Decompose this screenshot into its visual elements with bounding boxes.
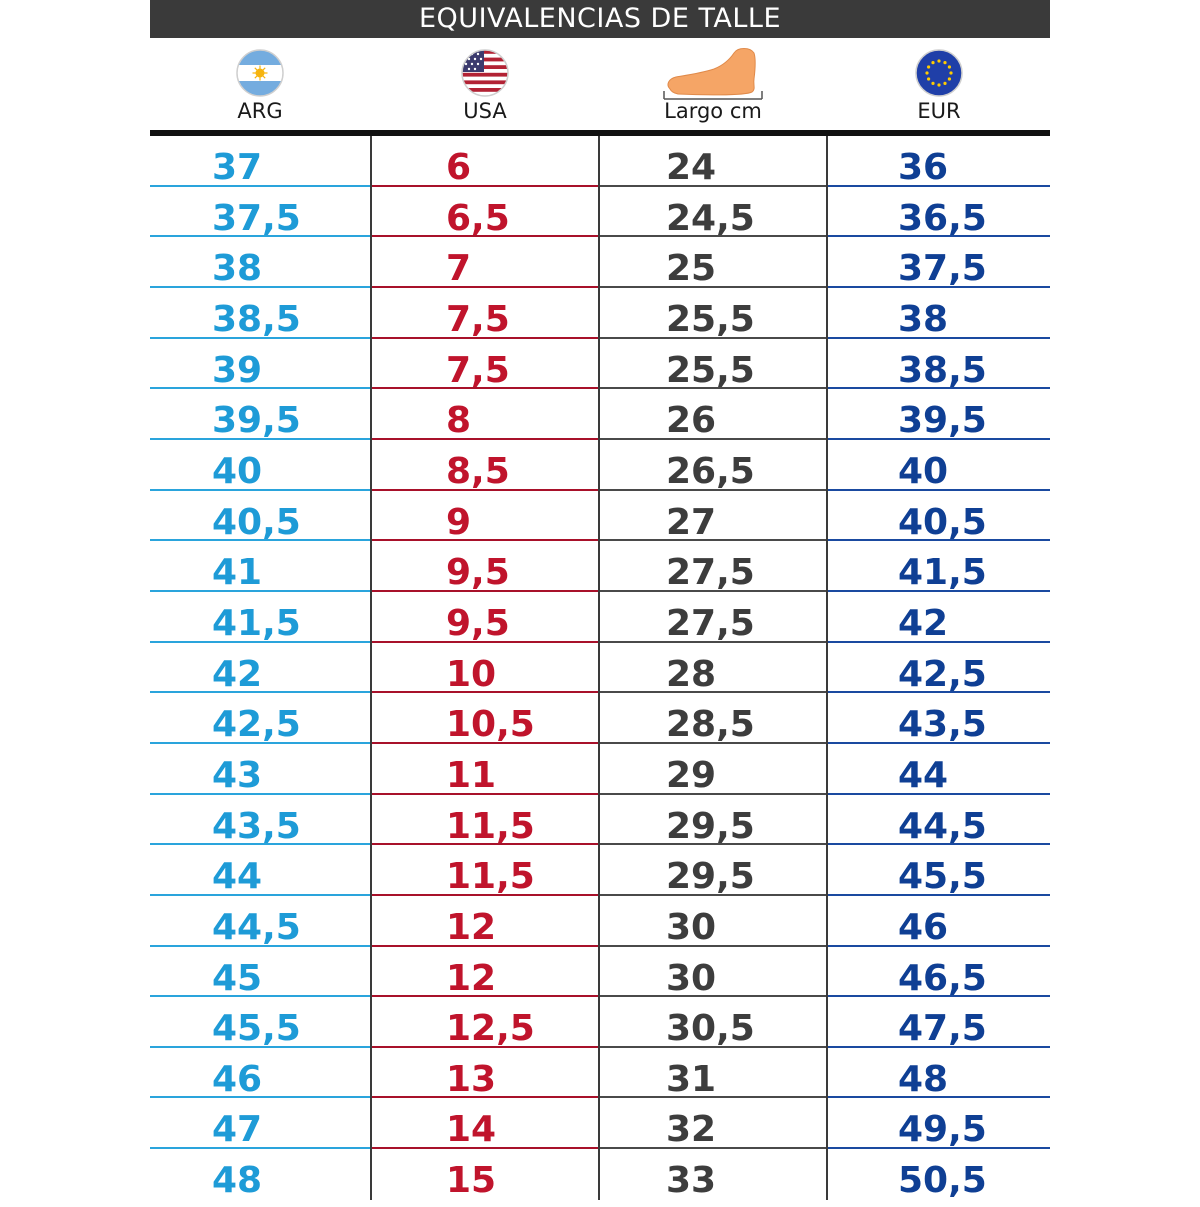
size-cell-eur: 48 xyxy=(828,1048,1050,1099)
size-cell-cm: 30 xyxy=(600,896,826,947)
size-cell-usa: 12 xyxy=(372,896,598,947)
size-cell-arg: 47 xyxy=(150,1098,370,1149)
size-equivalence-table xyxy=(150,0,1050,1200)
size-cell-usa: 12 xyxy=(372,947,598,998)
size-cell-cm: 25,5 xyxy=(600,288,826,339)
size-cell-cm: 27,5 xyxy=(600,541,826,592)
size-cell-arg: 40 xyxy=(150,440,370,491)
column-label-cm: Largo cm xyxy=(664,99,762,123)
size-cell-arg: 43 xyxy=(150,744,370,795)
size-cell-eur: 49,5 xyxy=(828,1098,1050,1149)
size-cell-arg: 38 xyxy=(150,237,370,288)
size-cell-cm: 27 xyxy=(600,491,826,542)
size-cell-eur: 42,5 xyxy=(828,643,1050,694)
size-cell-usa: 15 xyxy=(446,1160,497,1202)
size-cell-eur: 46 xyxy=(828,896,1050,947)
size-cell-usa: 9 xyxy=(372,491,598,542)
size-cell-cm: 26,5 xyxy=(600,440,826,491)
size-cell-cm: 31 xyxy=(600,1048,826,1099)
size-cell-usa: 12,5 xyxy=(372,997,598,1048)
size-cell-usa: 9,5 xyxy=(372,541,598,592)
size-cell-arg: 37 xyxy=(150,136,370,187)
size-cell-cm: 25 xyxy=(600,237,826,288)
column-header-cm xyxy=(600,38,826,130)
size-cell-eur: 47,5 xyxy=(828,997,1050,1048)
size-cell-arg: 46 xyxy=(150,1048,370,1099)
size-cell-usa: 11,5 xyxy=(372,845,598,896)
size-cell-arg: 37,5 xyxy=(150,187,370,238)
column-header-row xyxy=(150,38,1050,130)
size-cell-arg: 45,5 xyxy=(150,997,370,1048)
size-cell-cm: 27,5 xyxy=(600,592,826,643)
column-arg xyxy=(150,136,370,1200)
size-cell-usa: 9,5 xyxy=(372,592,598,643)
size-cell-cm: 24 xyxy=(600,136,826,187)
size-cell-usa: 8,5 xyxy=(372,440,598,491)
size-cell-eur: 39,5 xyxy=(828,389,1050,440)
size-cell-eur: 43,5 xyxy=(828,693,1050,744)
size-cell-usa: 6 xyxy=(372,136,598,187)
size-cell-eur: 36,5 xyxy=(828,187,1050,238)
size-cell-usa: 13 xyxy=(372,1048,598,1099)
size-cell-eur: 41,5 xyxy=(828,541,1050,592)
size-cell-eur: 45,5 xyxy=(828,845,1050,896)
size-cell-usa: 11,5 xyxy=(372,795,598,846)
size-cell-eur: 46,5 xyxy=(828,947,1050,998)
argentina-flag-icon xyxy=(235,48,285,98)
size-cell-arg: 43,5 xyxy=(150,795,370,846)
size-cell-eur: 44,5 xyxy=(828,795,1050,846)
size-cell-cm: 30,5 xyxy=(600,997,826,1048)
size-cell-eur: 44 xyxy=(828,744,1050,795)
usa-flag-icon xyxy=(460,48,510,98)
column-header-arg xyxy=(150,38,370,130)
size-cell-arg: 44 xyxy=(150,845,370,896)
size-cell-cm: 29,5 xyxy=(600,795,826,846)
size-cell-cm: 26 xyxy=(600,389,826,440)
size-cell-arg: 45 xyxy=(150,947,370,998)
size-cell-arg: 41 xyxy=(150,541,370,592)
size-cell-usa: 10 xyxy=(372,643,598,694)
size-cell-eur: 37,5 xyxy=(828,237,1050,288)
size-cell-eur: 36 xyxy=(828,136,1050,187)
size-cell-cm: 25,5 xyxy=(600,339,826,390)
size-cell-usa: 7,5 xyxy=(372,288,598,339)
size-cell-arg: 41,5 xyxy=(150,592,370,643)
column-eur xyxy=(828,136,1050,1200)
size-cell-arg: 38,5 xyxy=(150,288,370,339)
size-cell-cm: 30 xyxy=(600,947,826,998)
size-cell-eur: 40,5 xyxy=(828,491,1050,542)
size-cell-arg: 48 xyxy=(212,1160,263,1202)
size-cell-usa: 11 xyxy=(372,744,598,795)
column-header-eur xyxy=(828,38,1050,130)
size-cell-arg: 42 xyxy=(150,643,370,694)
size-cell-usa: 7,5 xyxy=(372,339,598,390)
size-cell-cm: 29,5 xyxy=(600,845,826,896)
size-cell-usa: 7 xyxy=(372,237,598,288)
column-label-usa: USA xyxy=(463,99,507,123)
size-cell-cm: 29 xyxy=(600,744,826,795)
size-cell-cm: 28,5 xyxy=(600,693,826,744)
size-cell-eur: 38 xyxy=(828,288,1050,339)
column-cm xyxy=(600,136,826,1200)
table-title: EQUIVALENCIAS DE TALLE xyxy=(150,0,1050,38)
size-cell-arg: 39,5 xyxy=(150,389,370,440)
size-cell-cm: 32 xyxy=(600,1098,826,1149)
column-header-usa xyxy=(372,38,598,130)
size-cell-usa: 6,5 xyxy=(372,187,598,238)
size-cell-usa: 8 xyxy=(372,389,598,440)
size-cell-eur: 42 xyxy=(828,592,1050,643)
size-cell-cm: 28 xyxy=(600,643,826,694)
size-cell-arg: 40,5 xyxy=(150,491,370,542)
size-cell-arg: 39 xyxy=(150,339,370,390)
size-cell-usa: 10,5 xyxy=(372,693,598,744)
size-cell-eur: 38,5 xyxy=(828,339,1050,390)
size-cell-usa: 14 xyxy=(372,1098,598,1149)
size-cell-arg: 44,5 xyxy=(150,896,370,947)
column-label-arg: ARG xyxy=(237,99,283,123)
column-usa xyxy=(372,136,598,1200)
size-cell-arg: 42,5 xyxy=(150,693,370,744)
column-label-eur: EUR xyxy=(917,99,961,123)
size-cell-cm: 33 xyxy=(666,1160,717,1202)
eu-flag-icon xyxy=(914,48,964,98)
size-cell-eur: 50,5 xyxy=(898,1160,987,1202)
size-cell-cm: 24,5 xyxy=(600,187,826,238)
foot-length-icon xyxy=(658,45,768,101)
size-cell-eur: 40 xyxy=(828,440,1050,491)
